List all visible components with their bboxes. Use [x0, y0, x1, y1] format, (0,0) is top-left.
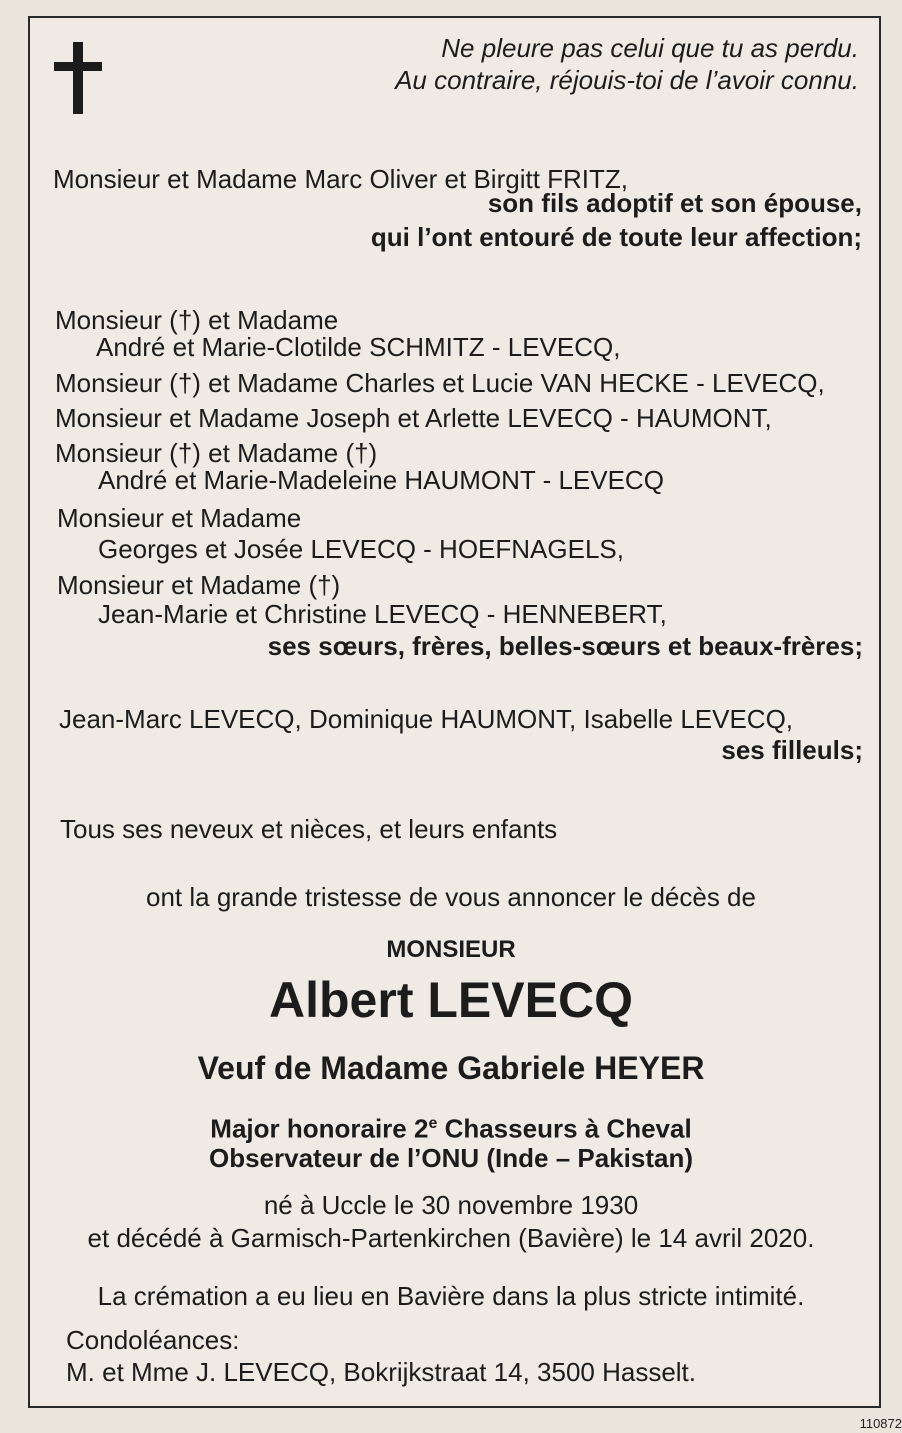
died-line: et décédé à Garmisch-Partenkirchen (Bavière) le 14 avril 2020.: [87, 1223, 815, 1253]
sibling-line: Monsieur et Madame (†): [57, 570, 341, 600]
sibling-line: Monsieur et Madame: [57, 503, 302, 533]
verse-line-2: Au contraire, réjouis-toi de l’avoir connu.: [395, 65, 859, 95]
title-line-1-b: Chasseurs à Cheval: [437, 1113, 692, 1144]
cross-icon: [54, 42, 102, 114]
godchildren-role: ses filleuls;: [721, 735, 863, 765]
born-line: né à Uccle le 30 novembre 1930: [263, 1190, 639, 1220]
honorific: MONSIEUR: [386, 936, 516, 963]
cremation-line: La crémation a eu lieu en Bavière dans la plus stricte intimité.: [97, 1281, 805, 1311]
sibling-line: Monsieur (†) et Madame: [55, 305, 339, 335]
nephews: Tous ses neveux et nièces, et leurs enfants: [60, 814, 558, 844]
sibling-line: Georges et Josée LEVECQ - HOEFNAGELS,: [98, 534, 624, 564]
adoptive-role-2: qui l’ont entouré de toute leur affection;: [370, 222, 862, 252]
verse-line-1: Ne pleure pas celui que tu as perdu.: [441, 33, 859, 63]
sibling-line: Monsieur et Madame Joseph et Arlette LEVECQ - HAUMONT,: [55, 403, 772, 433]
sibling-line: Jean-Marie et Christine LEVECQ - HENNEBERT,: [98, 599, 667, 629]
sibling-line: Monsieur (†) et Madame Charles et Lucie VAN HECKE - LEVECQ,: [55, 368, 825, 398]
title-line-2: Observateur de l’ONU (Inde – Pakistan): [208, 1143, 694, 1173]
godchildren: Jean-Marc LEVECQ, Dominique HAUMONT, Isabelle LEVECQ,: [59, 704, 794, 734]
title-line-1: [0, 1108, 902, 1145]
sibling-line: Monsieur (†) et Madame (†): [55, 438, 378, 468]
siblings-role: ses sœurs, frères, belles-sœurs et beaux-frères;: [267, 631, 863, 661]
deceased-name: Albert LEVECQ: [269, 972, 633, 1028]
condolences-label: Condoléances:: [66, 1325, 240, 1355]
title-line-1-sup: e: [428, 1115, 438, 1132]
widow-line: Veuf de Madame Gabriele HEYER: [197, 1050, 705, 1086]
sibling-line: André et Marie-Madeleine HAUMONT - LEVECQ: [98, 465, 664, 495]
reference-number: 110872: [859, 1416, 902, 1431]
adoptive-role-1: son fils adoptif et son épouse,: [487, 188, 862, 218]
adoptive-family: Monsieur et Madame Marc Oliver et Birgitt FRITZ,: [53, 164, 629, 194]
sibling-line: André et Marie-Clotilde SCHMITZ - LEVECQ,: [96, 332, 621, 362]
announcement: ont la grande tristesse de vous annoncer le décès de: [146, 882, 756, 912]
condolences-address: M. et Mme J. LEVECQ, Bokrijkstraat 14, 3500 Hasselt.: [66, 1357, 697, 1387]
title-line-1-a: Major honoraire 2: [210, 1113, 429, 1144]
